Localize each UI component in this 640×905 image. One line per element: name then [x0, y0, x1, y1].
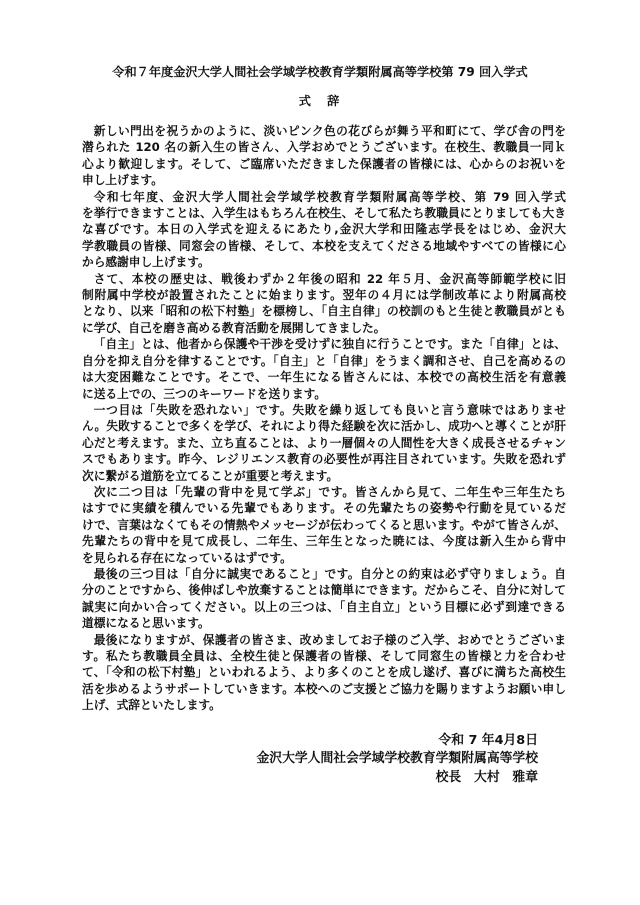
text-line: な喜びです。本日の入学式を迎えるにあたり,金沢大学和田隆志学長をはじめ、金沢大 [82, 222, 566, 237]
speech-body [82, 123, 566, 714]
text-line: 活を歩めるようサポートしていきます。本校へのご支援とご協力を賜りますようお願い申し [82, 681, 566, 696]
text-line: 新しい門出を祝うかのように、淡いピンク色の花びらが舞う平和町にて、学び舎の門を [93, 124, 566, 138]
text-line: となり、以来「昭和の松下村塾」を標榜し、「自主自律」の校訓のもと生徒と教職員がとも [82, 304, 566, 319]
text-line: はすでに実績を積んでいる先輩でもあります。その先輩たちの姿勢や行動を見ているだ [82, 501, 566, 516]
text-line: 潜られた 120 名の新入生の皆さん、入学おめでとうございます。在校生、教職員一同ｋ [82, 140, 566, 155]
speech-paragraph [82, 123, 566, 189]
text-line: 最後になりますが、保護者の皆さま、改めましてお子様のご入学、おめでとうございま [93, 632, 566, 647]
text-line: 上げ、式辞といたします。 [82, 698, 221, 713]
closing-date: 令和 7 年4月8日 [438, 733, 538, 748]
text-line: 学教職員の皆様、同窓会の皆様、そして、本校を支えてくださる地域やすべての皆様に心 [82, 238, 566, 253]
speech-paragraph [82, 336, 566, 402]
text-line: 申し上げます。 [82, 173, 163, 188]
text-line: 令和七年度、金沢大学人間社会学域学校教育学類附属高等学校、第 79 回入学式 [93, 189, 566, 204]
speech-paragraph [82, 271, 566, 337]
speech-paragraph [82, 632, 566, 714]
text-line: す。私たち教職員全員は、全校生徒と保護者の皆様、そして同窓生の皆様と力を合わせ [82, 649, 566, 663]
speech-heading: 式 辞 [298, 94, 342, 108]
text-line: に学び、自己を磨き高める教育活動を展開してきました。 [82, 320, 386, 335]
text-line: 「自主」とは、他者から保護や干渉を受けずに独自に行うことです。また「自律」とは、 [93, 337, 566, 352]
text-line: 分のことですから、後伸ばしや放棄することは簡単にできます。だからこそ、自分に対して [82, 583, 566, 598]
text-line: に送る上での、三つのキーワードを送ります。 [82, 386, 327, 401]
text-line: 次に繋がる道筋を立てることが重要と考えます。 [82, 468, 339, 483]
text-line: 誠実に向かい合ってください。以上の三つは、「自主自立」という目標に必ず到達できる [82, 599, 566, 614]
speech-paragraph [82, 402, 566, 484]
text-line: 次に二つ目は「先輩の背中を見て学ぶ」です。皆さんから見て、二年生や三年生たち [93, 484, 566, 499]
closing-school-name: 金沢大学人間社会学域学校教育学類附属高等学校 [256, 751, 538, 767]
text-line: を見られる存在になっているはずです。 [82, 550, 292, 565]
text-line: 道標になると思います。 [82, 616, 210, 631]
text-line: 自分を抑え自分を律することです。「自主」と「自律」をうまく調和させ、自己を高めるの [82, 353, 566, 368]
closing-block [256, 732, 538, 787]
text-line: 心より歓迎します。そして、ご臨席いただきました保護者の皆様には、心からのお祝いを [82, 156, 566, 171]
text-line: は大変困難なことです。そこで、一年生になる皆さんには、本校での高校生活を有意義 [82, 370, 566, 385]
speech-paragraph [82, 484, 566, 566]
text-line: 心だと考えます。また、立ち直ることは、より一層個々の人間性を大きく成長させるチャン [82, 435, 566, 450]
text-line: を挙行できますことは、入学生はもちろん在校生、そして私たち教職員にとりましても大き [82, 206, 566, 221]
speech-paragraph [82, 566, 566, 632]
text-line: て、「令和の松下村塾」といわれるよう、より多くのことを成し遂げ、喜びに満ちた高校生 [82, 665, 566, 680]
closing-principal-name: 校長 大村 雅章 [435, 769, 538, 785]
text-line: 制附属中学校が設置されたことに始まります。翌年の４月には学制改革により附属高校 [82, 288, 566, 303]
text-line: 一つ目は「失敗を恐れない」です。失敗を繰り返しても良いと言う意味ではありませ [93, 402, 566, 417]
text-line: 先輩たちの背中を見て成長し、二年生、三年生となった暁には、今度は新入生から背中 [82, 534, 566, 549]
text-line: 最後の三つ目は「自分に誠実であること」です。自分との約束は必ず守りましょう。自 [93, 566, 566, 581]
text-line: さて、本校の歴史は、戦後わずか２年後の昭和 22 年５月、金沢高等師範学校に旧 [93, 271, 566, 286]
speech-paragraph [82, 189, 566, 271]
text-line: ん。失敗することで多くを学び、それにより得た経験を次に活かし、成功へと導くことが肝 [82, 419, 566, 434]
text-line: けで、言葉はなくてもその情熱やメッセージが伝わってくると思います。やがて皆さんが、 [82, 517, 566, 532]
document-title: 令和７年度金沢大学人間社会学域学校教育学類附属高等学校第 79 回入学式 [112, 65, 528, 79]
text-line: から感謝申し上げます。 [82, 255, 210, 270]
text-line: スでもあります。昨今、レジリエンス教育の必要性が再注目されています。失敗を恐れず [82, 452, 566, 467]
